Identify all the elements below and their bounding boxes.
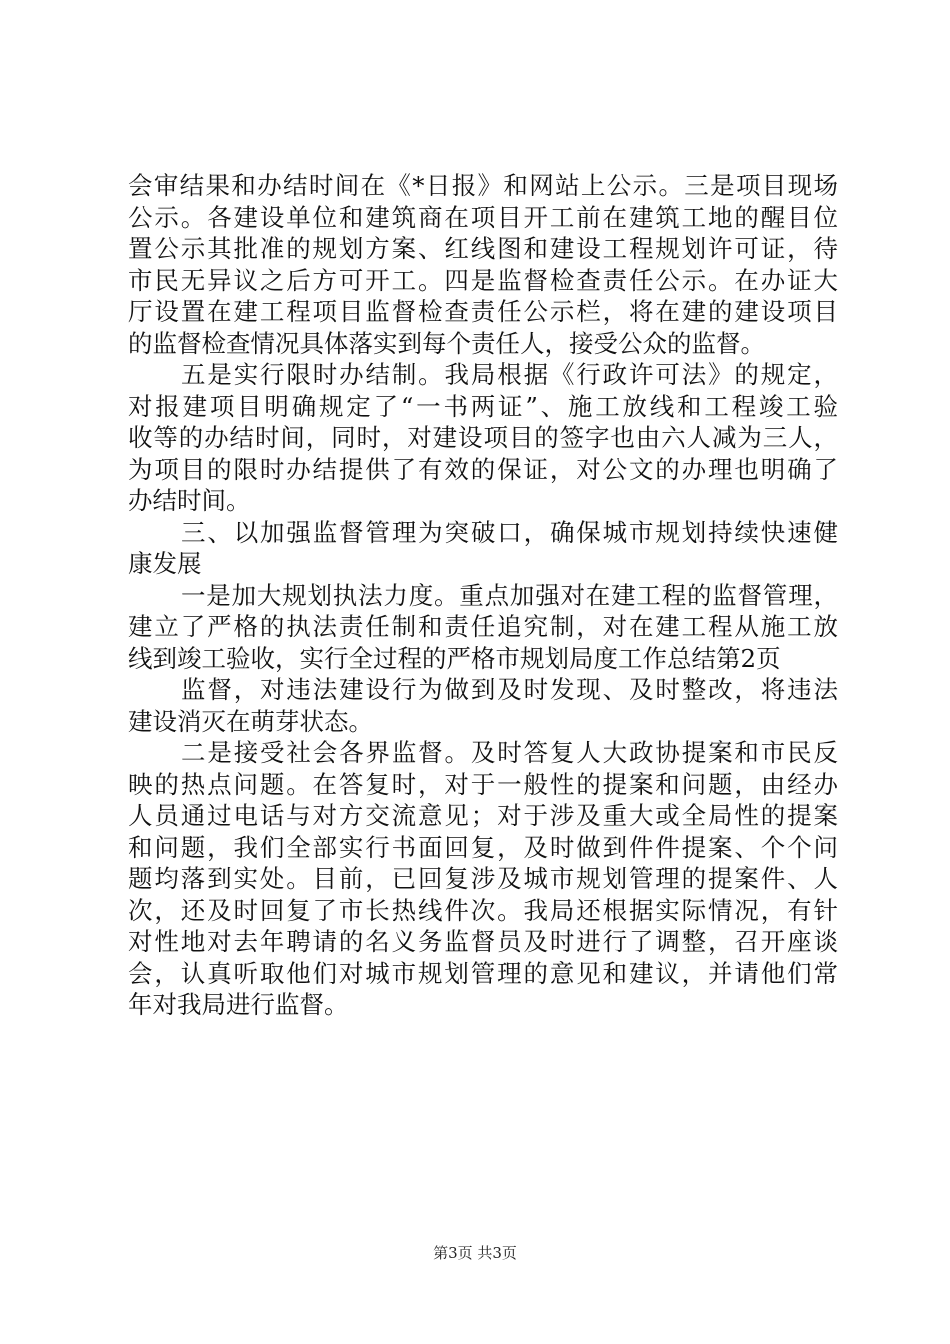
text-line: 公示。各建设单位和建筑商在项目开工前在建筑工地的醒目位: [128, 202, 838, 232]
text-line: 一是加大规划执法力度。重点加强对在建工程的监督管理，: [181, 580, 838, 610]
text-line: 厅设置在建工程项目监督检查责任公示栏，将在建的建设项目: [128, 297, 838, 326]
text-line: 建设消灭在萌芽状态。: [128, 706, 373, 736]
text-line: 二是接受社会各界监督。及时答复人大政协提案和市民反: [181, 738, 838, 767]
text-line: 会，认真听取他们对城市规划管理的意见和建议，并请他们常: [128, 958, 838, 988]
text-line: 题均落到实处。目前，已回复涉及城市规划管理的提案件、人: [128, 864, 838, 893]
text-line: 会审结果和办结时间在《*日报》和网站上公示。三是项目现场: [128, 171, 838, 200]
text-line: 对报建项目明确规定了“一书两证”、施工放线和工程竣工验: [128, 391, 838, 421]
text-line: 年对我局进行监督。: [128, 990, 349, 1019]
text-line: 次，还及时回复了市长热线件次。我局还根据实际情况，有针: [128, 895, 838, 925]
text-line: 和问题，我们全部实行书面回复，及时做到件件提案、个个问: [128, 832, 838, 862]
text-line: 康发展: [128, 549, 202, 578]
text-line: 置公示其批准的规划方案、红线图和建设工程规划许可证，待: [128, 234, 838, 263]
text-line: 办结时间。: [128, 486, 251, 515]
text-line: 建立了严格的执法责任制和责任追究制，对在建工程从施工放: [128, 612, 838, 641]
text-line: 的监督检查情况具体落实到每个责任人，接受公众的监督。: [128, 328, 765, 358]
text-line: 对性地对去年聘请的名义务监督员及时进行了调整，召开座谈: [128, 927, 838, 956]
text-line: 市民无异议之后方可开工。四是监督检查责任公示。在办证大: [128, 265, 838, 295]
page-footer: 第3页 共3页: [433, 1244, 517, 1262]
text-line: 三、以加强监督管理为突破口，确保城市规划持续快速健: [181, 517, 838, 547]
text-line: 五是实行限时办结制。我局根据《行政许可法》的规定，: [181, 360, 838, 389]
text-line: 监督，对违法建设行为做到及时发现、及时整改，将违法: [181, 675, 838, 704]
text-line: 线到竣工验收，实行全过程的严格市规划局度工作总结第2页: [128, 643, 781, 673]
text-line: 映的热点问题。在答复时，对于一般性的提案和问题，由经办: [128, 769, 838, 799]
document-body: [128, 170, 838, 1021]
text-line: 人员通过电话与对方交流意见；对于涉及重大或全局性的提案: [128, 801, 838, 830]
text-line: 收等的办结时间，同时，对建设项目的签字也由六人减为三人，: [128, 423, 838, 452]
text-line: 为项目的限时办结提供了有效的保证，对公文的办理也明确了: [128, 454, 838, 484]
